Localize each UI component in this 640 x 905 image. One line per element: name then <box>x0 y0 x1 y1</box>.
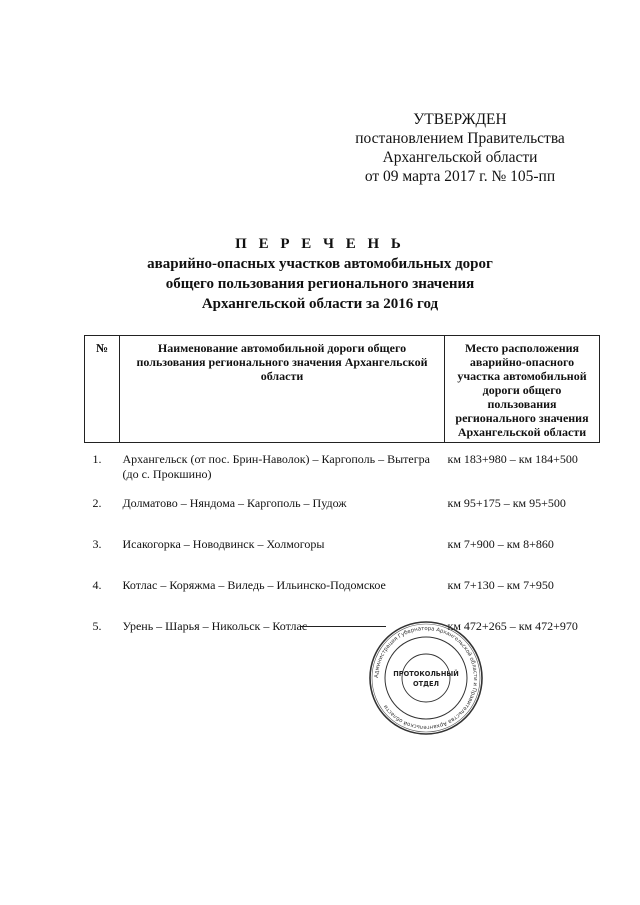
table-header-row <box>85 336 600 443</box>
row-road: Котлас – Коряжма – Виледь – Ильинско-Подомское <box>122 578 386 592</box>
row-road: Исакогорка – Новодвинск – Холмогоры <box>122 537 325 551</box>
row-location: км 7+900 – км 8+860 <box>447 537 554 551</box>
row-location: км 95+175 – км 95+500 <box>447 496 566 510</box>
title-line: общего пользования регионального значения <box>165 276 475 292</box>
stamp-center-line1: ПРОТОКОЛЬНЫЙ <box>393 670 459 678</box>
table-row <box>85 578 600 619</box>
row-num: 5. <box>92 619 102 633</box>
row-num: 3. <box>92 537 102 551</box>
title-line: Архангельской области за 2016 год <box>201 296 439 312</box>
row-road: Урень – Шарья – Никольск – Котлас <box>122 619 308 633</box>
title-line: аварийно-опасных участков автомобильных дорог <box>147 256 493 272</box>
row-road: Архангельск (от пос. Брин-Наволок) – Каргополь – Вытегра (до с. Прокшино) <box>122 452 430 481</box>
title-main: П Е Р Е Ч Е Н Ь <box>235 236 405 252</box>
row-location: км 472+265 – км 472+970 <box>447 619 578 633</box>
row-location: км 183+980 – км 184+500 <box>447 452 578 466</box>
header-location: Место расположения аварийно-опасного участка автомобильной дороги общего пользования регионального значения Архангельской области <box>445 336 600 443</box>
table-row <box>85 537 600 578</box>
road-sections-table <box>84 335 600 660</box>
row-num: 2. <box>92 496 102 510</box>
row-num: 1. <box>92 452 102 466</box>
table-row <box>85 496 600 537</box>
official-stamp <box>368 620 484 736</box>
header-num: № <box>85 336 120 443</box>
stamp-center-line2: ОТДЕЛ <box>413 680 439 688</box>
document-title <box>60 234 580 314</box>
approval-line: Архангельской области <box>382 149 538 166</box>
approval-line: постановлением Правительства <box>355 130 565 147</box>
approval-date: от 09 марта 2017 г. № 105-пп <box>364 168 556 185</box>
header-road: Наименование автомобильной дороги общего пользования регионального значения Архангельской области <box>120 336 445 443</box>
approval-heading: УТВЕРЖДЕН <box>413 111 507 128</box>
row-road: Долматово – Няндома – Каргополь – Пудож <box>122 496 347 510</box>
row-num: 4. <box>92 578 102 592</box>
approval-block <box>350 110 570 186</box>
table-row <box>85 443 600 497</box>
stamp-outer-text: Администрация Губернатора Архангельской области и Правительства Архангельской области <box>373 625 479 731</box>
row-location: км 7+130 – км 7+950 <box>447 578 554 592</box>
